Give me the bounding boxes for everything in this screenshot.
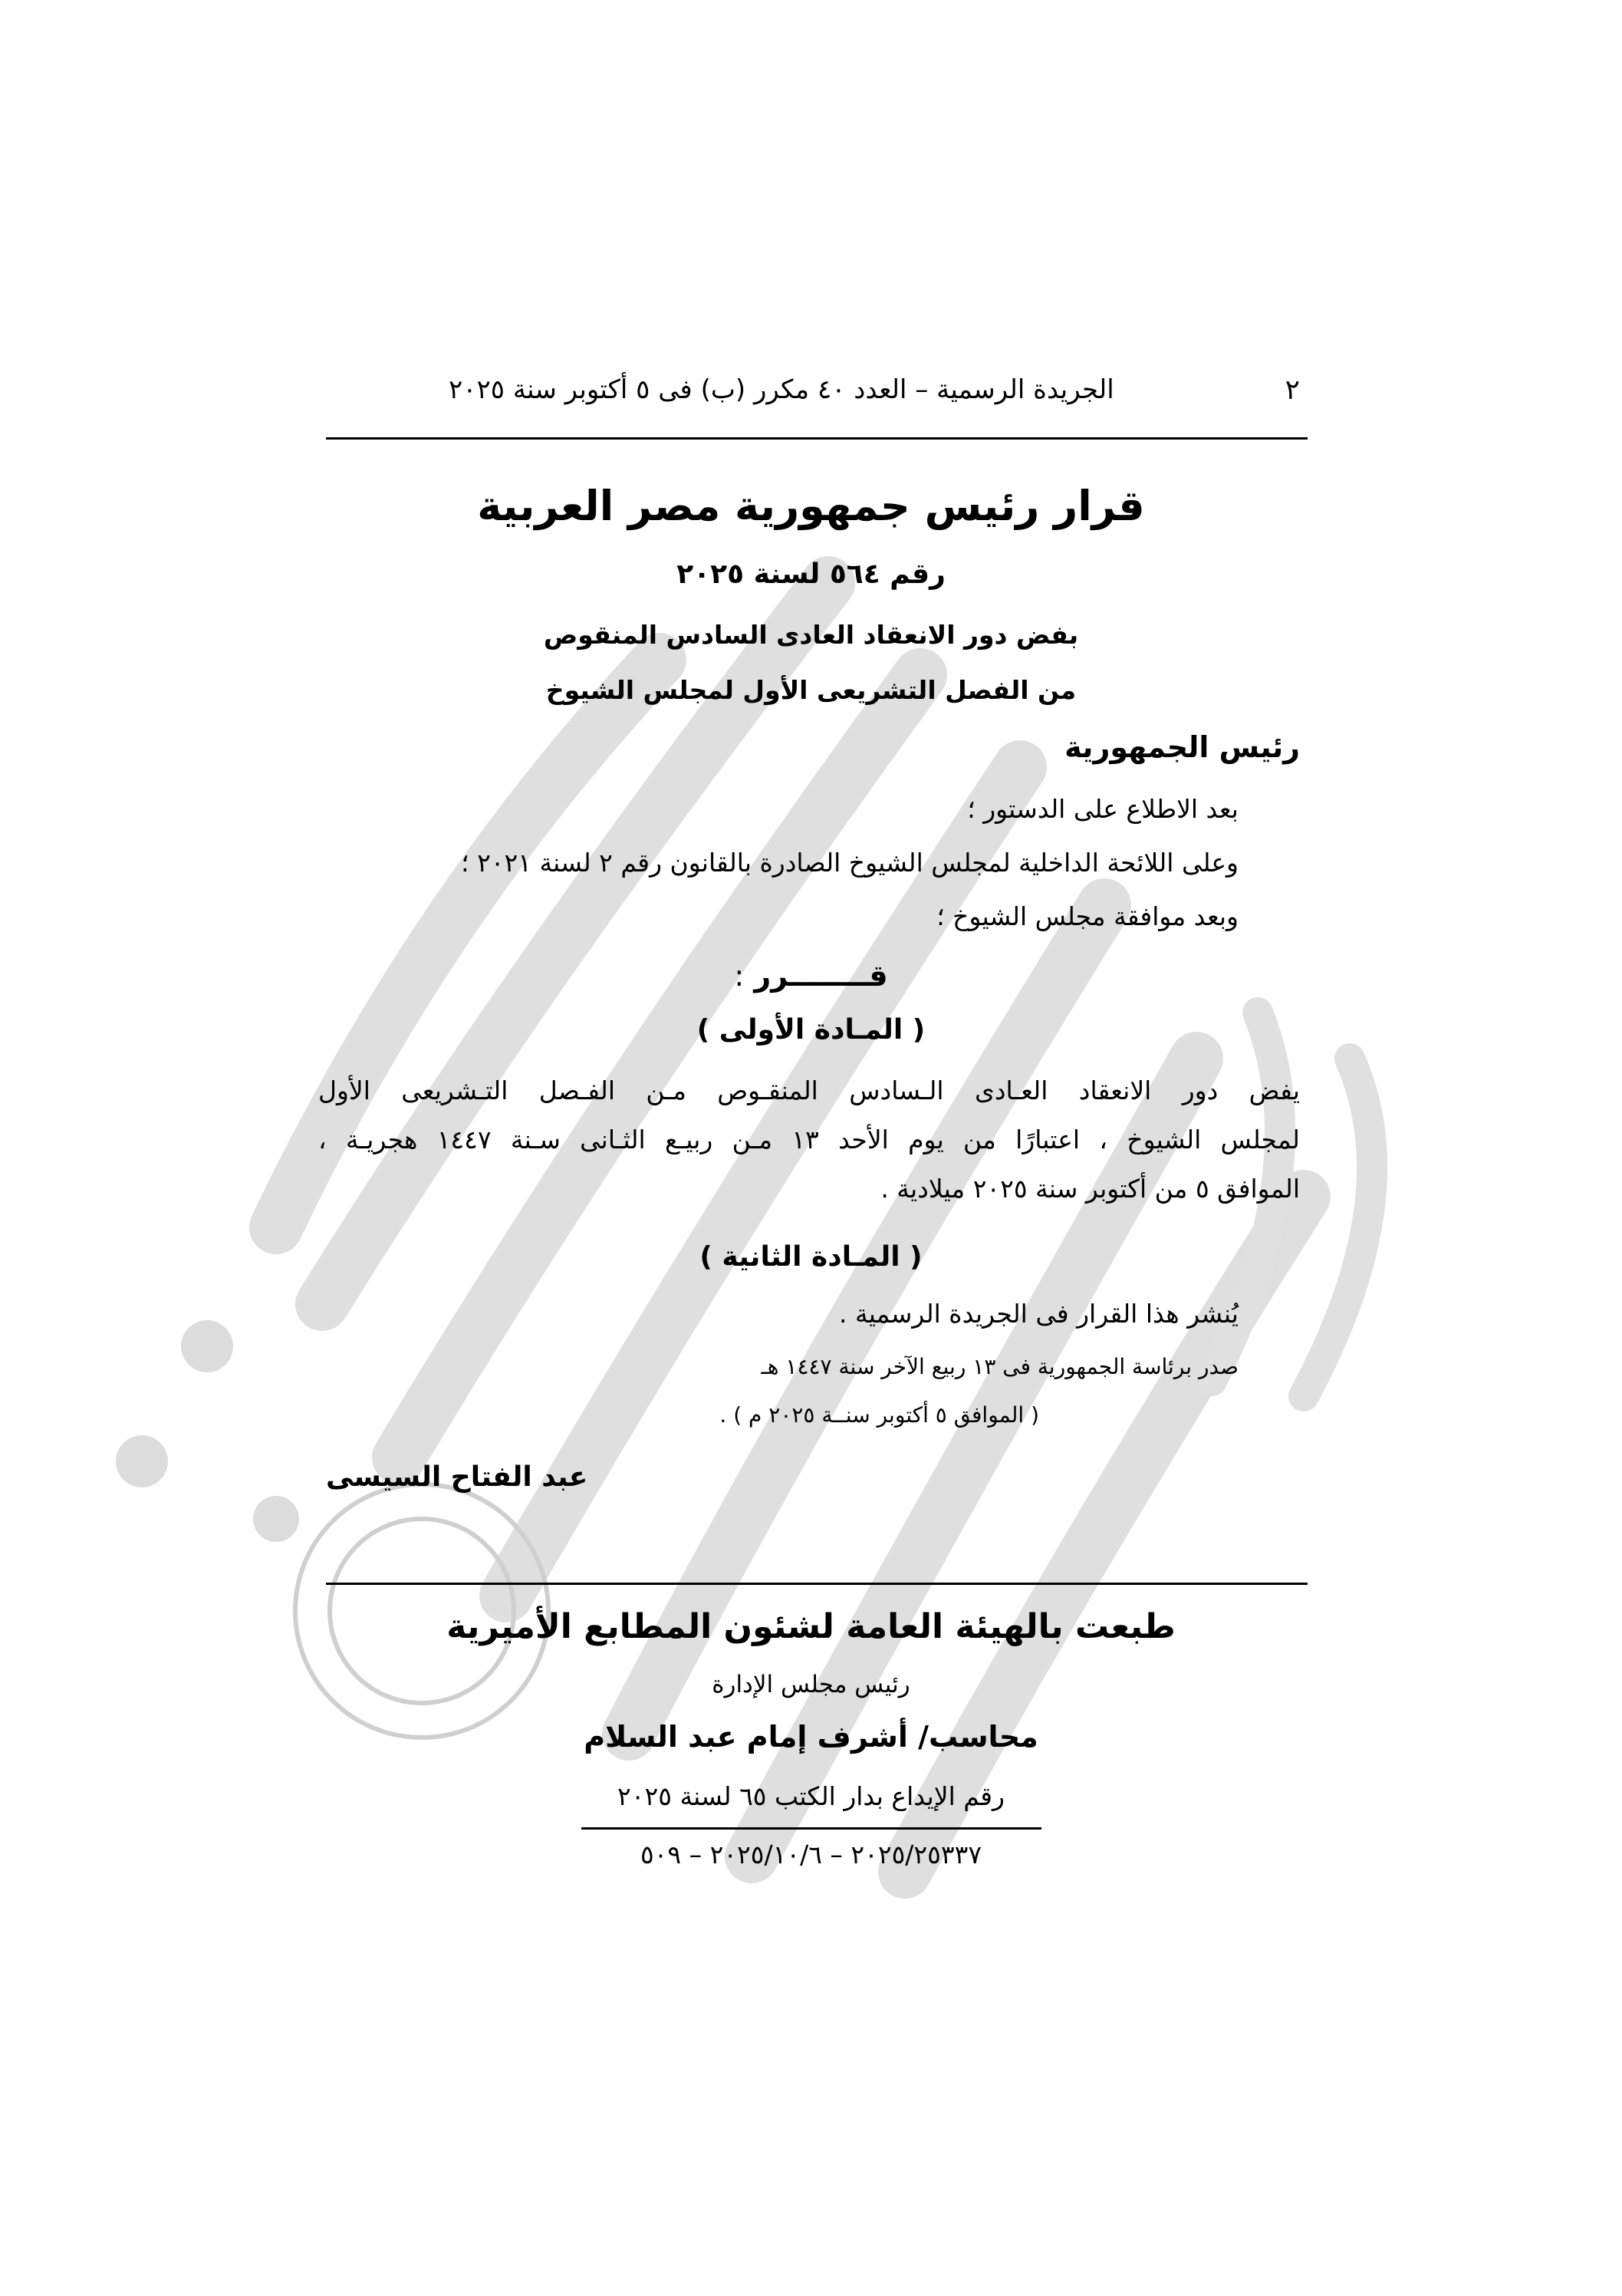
footer-rule (326, 1583, 1308, 1585)
article1-line-1: يفض دور الانعقاد العـادى الـسادس المنقـوص مـن الفـصل التـشريعى الأول (318, 1076, 1300, 1105)
issued-line-1: صدر برئاسة الجمهورية فى ١٣ ربيع الآخر سنة ١٤٤٧ هـ (761, 1354, 1239, 1379)
header-rule (326, 437, 1308, 440)
printer-name: طبعت بالهيئة العامة لشئون المطابع الأميرية (446, 1607, 1176, 1646)
decree-title: قرار رئيس جمهورية مصر العربية (477, 482, 1145, 530)
president-signature: عبد الفتاح السيسى (326, 1461, 588, 1493)
gazette-issue-line: الجريدة الرسمية – العدد ٤٠ مكرر (ب) فى ٥ أكتوبر سنة ٢٠٢٥ (449, 374, 1114, 405)
article1-line-3: الموافق ٥ من أكتوبر سنة ٢٠٢٥ ميلادية . (880, 1174, 1300, 1204)
preamble-line-1: بعد الاطلاع على الدستور ؛ (967, 794, 1239, 824)
article1-heading: ( المـادة الأولى ) (696, 1014, 926, 1046)
decided-word: قــــــــرر (754, 959, 888, 993)
deposit-rule (581, 1827, 1041, 1830)
decided-heading (0, 959, 1622, 993)
article1-body (318, 1066, 1300, 1214)
decree-subject-line2: من الفصل التشريعى الأول لمجلس الشيوخ (545, 675, 1077, 705)
decree-number: رقم ٥٦٤ لسنة ٢٠٢٥ (676, 558, 946, 590)
decided-colon: : (734, 959, 745, 993)
decree-issuer: رئيس الجمهورية (1064, 730, 1300, 764)
page-header (326, 374, 1308, 420)
article1-line-2: لمجلس الشيوخ ، اعتبارًا من يوم الأحد ١٣ مـن ربيـع الثـانى سـنة ١٤٤٧ هجريـة ، (318, 1125, 1300, 1155)
deposit-number: رقم الإيداع بدار الكتب ٦٥ لسنة ٢٠٢٥ (617, 1781, 1005, 1811)
article2-text: يُنشر هذا القرار فى الجريدة الرسمية . (839, 1299, 1239, 1329)
preamble-line-3: وبعد موافقة مجلس الشيوخ ؛ (936, 901, 1239, 931)
decree-subject-line1: بفض دور الانعقاد العادى السادس المنقوص (543, 620, 1079, 650)
article2-heading: ( المـادة الثانية ) (699, 1241, 923, 1273)
preamble-line-2: وعلى اللائحة الداخلية لمجلس الشيوخ الصادرة بالقانون رقم ٢ لسنة ٢٠٢١ ؛ (461, 848, 1239, 878)
chairman-name: محاسب/ أشرف إمام عبد السلام (584, 1720, 1038, 1754)
page-number: ٢ (1285, 374, 1300, 406)
board-title: رئيس مجلس الإدارة (712, 1671, 910, 1698)
issued-line-2: ( الموافق ٥ أكتوبر سنــة ٢٠٢٥ م ) . (719, 1402, 1039, 1428)
registration-codes: ٢٠٢٥/٢٥٣٣٧ – ٢٠٢٥/١٠/٦ – ٥٠٩ (640, 1840, 982, 1869)
